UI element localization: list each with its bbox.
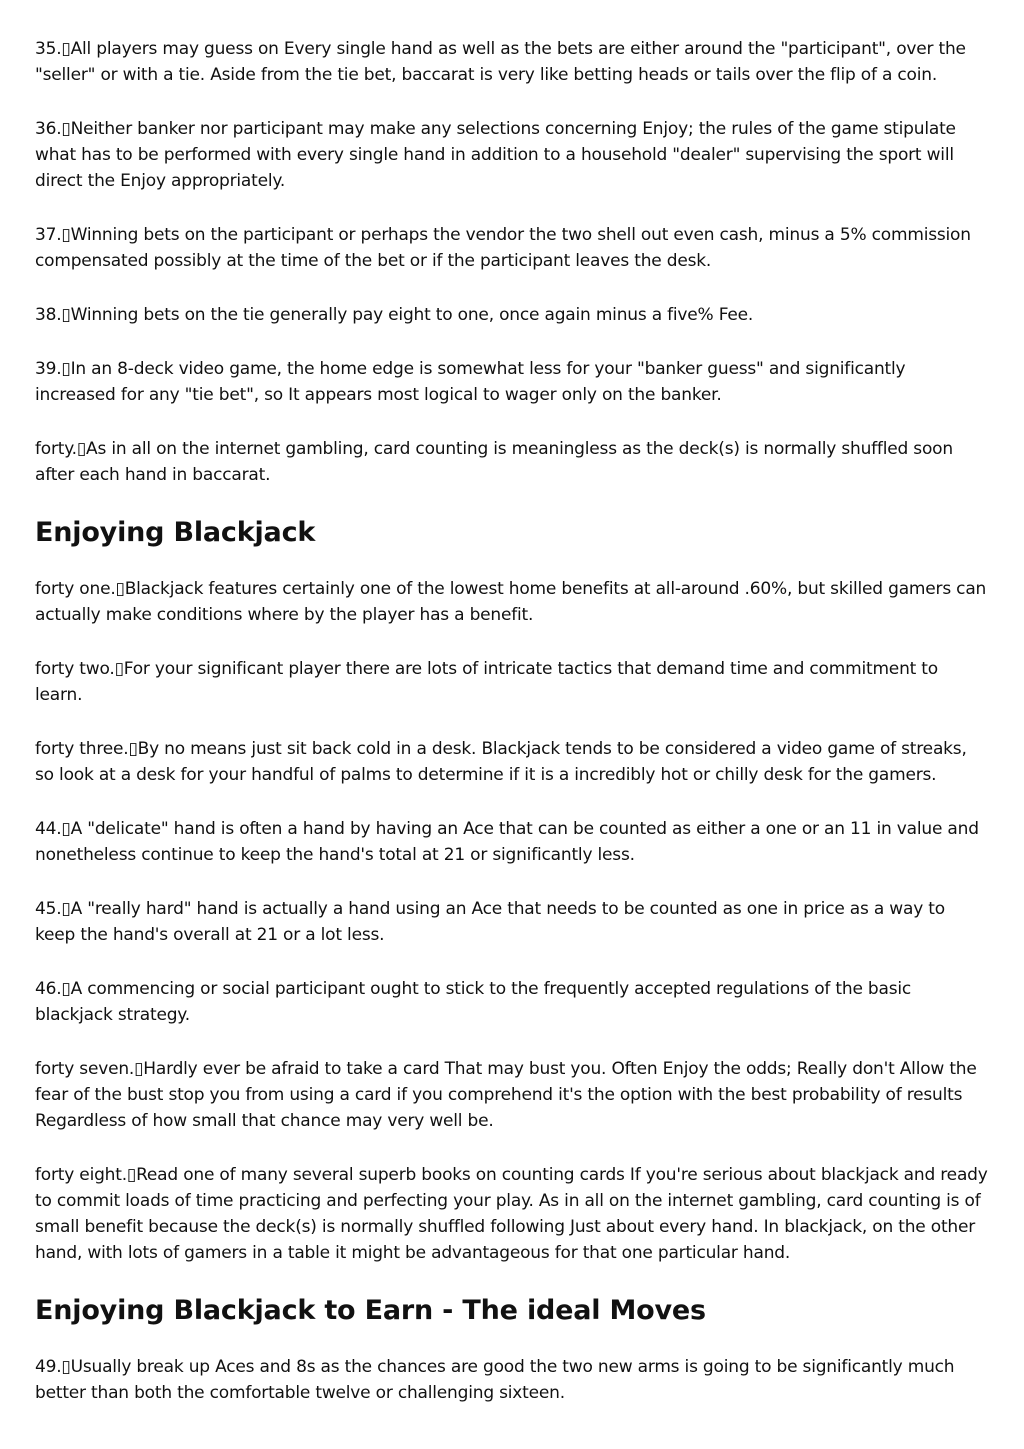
list-item-44: 44.▯A "delicate" hand is often a hand by having an Ace that can be counted as either a one or an 11 in value and nonetheless continue to keep the hand's total at 21 or significantly less. [35, 819, 979, 865]
list-item-42: forty two.▯For your significant player there are lots of intricate tactics that demand time and commitment to learn. [35, 659, 938, 705]
list-item-46: 46.▯A commencing or social participant ought to stick to the frequently accepted regulations of the basic blackjack strategy. [35, 979, 912, 1025]
document-body [35, 36, 990, 1434]
list-item-45: 45.▯A "really hard" hand is actually a hand using an Ace that needs to be counted as one in price as a way to keep the hand's overall at 21 or a lot less. [35, 899, 945, 945]
section-heading-best-moves: Enjoying Blackjack to Earn - The ideal Moves [35, 1295, 706, 1326]
list-item-40: forty.▯As in all on the internet gambling, card counting is meaningless as the deck(s) is normally shuffled soon after each hand in baccarat. [35, 439, 953, 485]
list-item-48: forty eight.▯Read one of many several superb books on counting cards If you're serious about blackjack and ready to commit loads of time practicing and perfecting your play. As in all on the internet gambling, card counting is of small benefit because the deck(s) is normally shuffled following Just about every hand. In blackjack, on the other hand, with lots of gamers in a table it might be advantageous for that one particular hand. [35, 1165, 988, 1263]
list-item-41: forty one.▯Blackjack features certainly one of the lowest home benefits at all-around .60%, but skilled gamers can actually make conditions where by the player has a benefit. [35, 579, 987, 625]
list-item-49: 49.▯Usually break up Aces and 8s as the chances are good the two new arms is going to be significantly much better than both the comfortable twelve or challenging sixteen. [35, 1357, 955, 1403]
list-item-43: forty three.▯By no means just sit back cold in a desk. Blackjack tends to be considered a video game of streaks, so look at a desk for your handful of palms to determine if it is a incredibly hot or chilly desk for the gamers. [35, 739, 967, 785]
list-item-37: 37.▯Winning bets on the participant or perhaps the vendor the two shell out even cash, minus a 5% commission compensated possibly at the time of the bet or if the participant leaves the desk. [35, 225, 971, 271]
list-item-36: 36.▯Neither banker nor participant may make any selections concerning Enjoy; the rules of the game stipulate what has to be performed with every single hand in addition to a household "dealer" supervising the sport will direct the Enjoy appropriately. [35, 119, 956, 191]
list-item-38: 38.▯Winning bets on the tie generally pay eight to one, once again minus a five% Fee. [35, 305, 754, 325]
list-item-47: forty seven.▯Hardly ever be afraid to take a card That may bust you. Often Enjoy the odds; Really don't Allow the fear of the bust stop you from using a card if you comprehend it's the option with the best probability of results Regardless of how small that chance may very well be. [35, 1059, 977, 1131]
section-heading-blackjack: Enjoying Blackjack [35, 517, 316, 548]
list-item-39: 39.▯In an 8-deck video game, the home edge is somewhat less for your "banker guess" and significantly increased for any "tie bet", so It appears most logical to wager only on the banker. [35, 359, 906, 405]
list-item-35: 35.▯All players may guess on Every single hand as well as the bets are either around the "participant", over the "seller" or with a tie. Aside from the tie bet, baccarat is very like betting heads or tails over the flip of a coin. [35, 39, 966, 85]
